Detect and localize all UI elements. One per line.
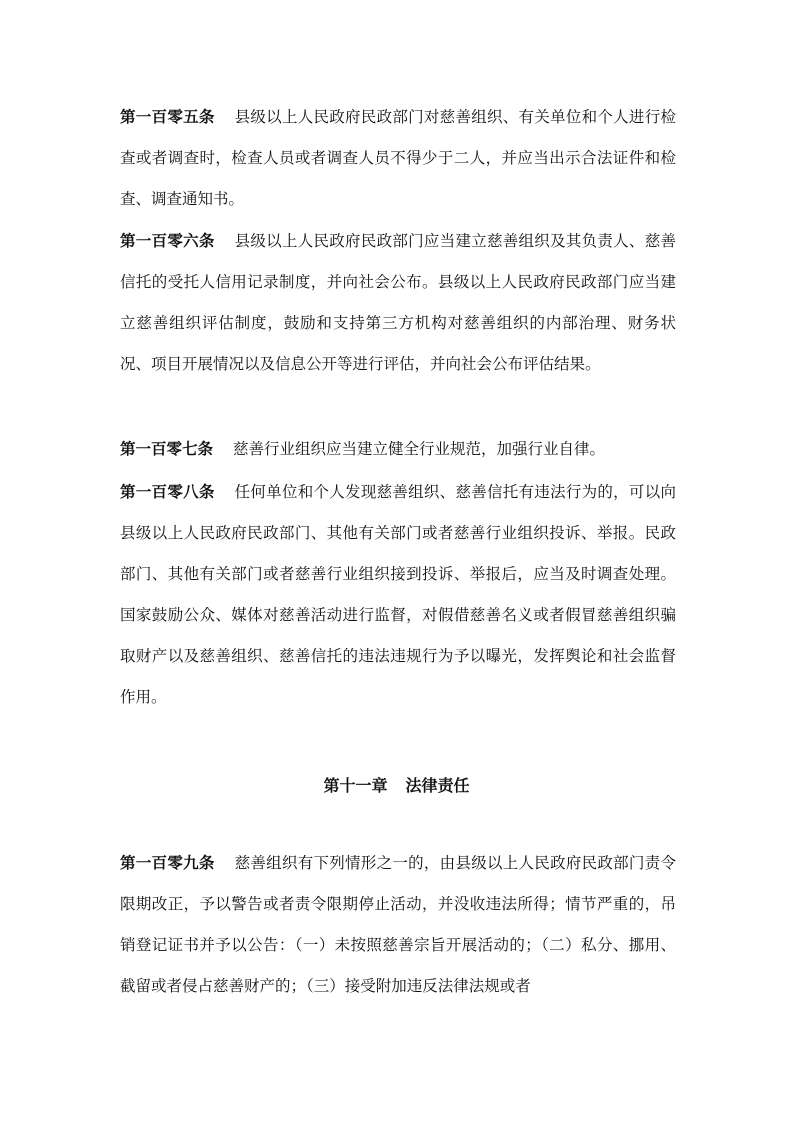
article-text: 慈善行业组织应当建立健全行业规范，加强行业自律。 [233, 440, 606, 458]
article-108 [120, 472, 676, 718]
article-109 [120, 843, 676, 1007]
chapter-heading [0, 773, 793, 796]
article-107 [120, 429, 676, 470]
article-number: 第一百零九条 [120, 854, 215, 872]
article-number: 第一百零七条 [120, 440, 214, 458]
article-number: 第一百零六条 [120, 232, 215, 250]
article-number: 第一百零五条 [120, 108, 215, 126]
chapter-number: 第十一章 [323, 776, 388, 795]
article-number: 第一百零八条 [120, 483, 215, 501]
article-text: 县级以上人民政府民政部门应当建立慈善组织及其负责人、慈善信托的受托人信用记录制度，并向社会公布。县级以上人民政府民政部门应当建立慈善组织评估制度，鼓励和支持第三方机构对慈善组织的内部治理、财务状况、项目开展情况以及信息公开等进行评估，并向社会公布评估结果。 [120, 232, 676, 373]
article-106 [120, 221, 676, 385]
chapter-title: 法律责任 [405, 776, 470, 795]
article-text: 慈善组织有下列情形之一的，由县级以上人民政府民政部门责令限期改正，予以警告或者责令限期停止活动，并没收违法所得；情节严重的，吊销登记证书并予以公告：（一）未按照慈善宗旨开展活动的；（二）私分、挪用、截留或者侵占慈善财产的；（三）接受附加违反法律法规或者 [120, 854, 676, 995]
article-text: 任何单位和个人发现慈善组织、慈善信托有违法行为的，可以向县级以上人民政府民政部门、其他有关部门或者慈善行业组织投诉、举报。民政部门、其他有关部门或者慈善行业组织接到投诉、举报后，应当及时调查处理。国家鼓励公众、媒体对慈善活动进行监督，对假借慈善名义或者假冒慈善组织骗取财产以及慈善组织、慈善信托的违法违规行为予以曝光，发挥舆论和社会监督作用。 [120, 483, 676, 706]
article-105 [120, 97, 676, 220]
article-text: 县级以上人民政府民政部门对慈善组织、有关单位和个人进行检查或者调查时，检查人员或者调查人员不得少于二人，并应当出示合法证件和检查、调查通知书。 [120, 108, 676, 208]
